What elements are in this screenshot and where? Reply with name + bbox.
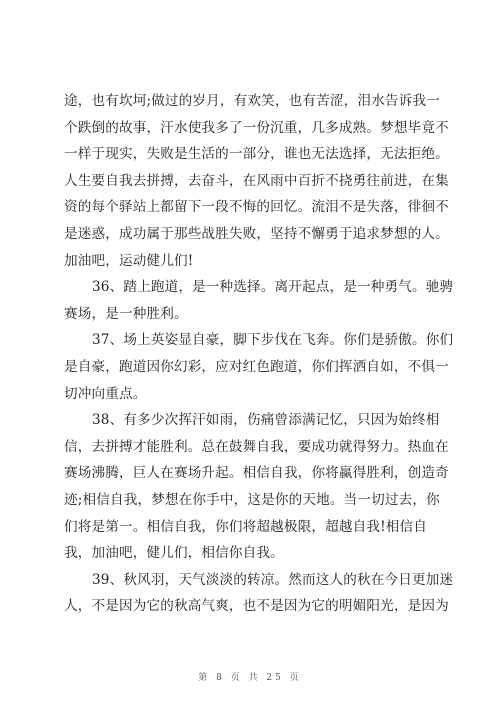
text-line: 加油吧，运动健儿们!	[64, 252, 194, 269]
text-line: 切冲向重点。	[64, 385, 147, 402]
text-line: 39、秋风羽，天气淡淡的转凉。然而这人的秋在今日更加迷	[92, 571, 454, 588]
document-body	[64, 88, 454, 620]
text-line: 赛场沸腾，巨人在赛场升起。相信自我，你将赢得胜利，创造奇	[64, 465, 449, 482]
text-line: 我，加油吧，健儿们，相信你自我。	[64, 545, 284, 562]
page-number-footer: 第 8 页 共 25 页	[198, 673, 302, 683]
text-line: 信，去拼搏才能胜利。总在鼓舞自我，要成功就得努力。热血在	[64, 438, 449, 455]
text-line: 36、踏上跑道，是一种选择。离开起点，是一种勇气。驰骋	[92, 279, 454, 296]
text-line: 是迷惑，成功属于那些战胜失败，坚持不懈勇于追求梦想的人。	[64, 225, 449, 242]
text-line: 迹;相信自我，梦想在你手中，这是你的天地。当一切过去，你	[64, 491, 440, 508]
text-line: 37、场上英姿显自豪，脚下步伐在飞奔。你们是骄傲。你们	[92, 332, 454, 349]
text-line: 们将是第一。相信自我，你们将超越极限，超越自我!相信自	[64, 518, 427, 535]
text-line: 人生要自我去拼搏，去奋斗，在风雨中百折不挠勇往前进，在集	[64, 172, 449, 189]
text-line: 途，也有坎坷;做过的岁月，有欢笑，也有苦涩，泪水告诉我一	[64, 93, 440, 109]
text-line: 38、有多少次挥汗如雨，伤痛曾添满记忆，只因为始终相	[92, 412, 440, 429]
text-line: 是自豪，跑道因你幻彩，应对红色跑道，你们挥洒自如，不俱一	[64, 358, 449, 375]
text-line: 赛场，是一种胜利。	[64, 305, 188, 322]
text-line: 个跌倒的故事，汗水使我多了一份沉重，几多成熟。梦想毕竟不	[64, 119, 449, 136]
text-line: 资的每个驿站上都留下一段不悔的回忆。流泪不是失落，徘徊不	[64, 199, 449, 216]
text-line: 人，不是因为它的秋高气爽，也不是因为它的明媚阳光，是因为	[64, 598, 449, 615]
text-line: 一样于现实，失败是生活的一部分，谁也无法选择，无法拒绝。	[64, 146, 449, 163]
